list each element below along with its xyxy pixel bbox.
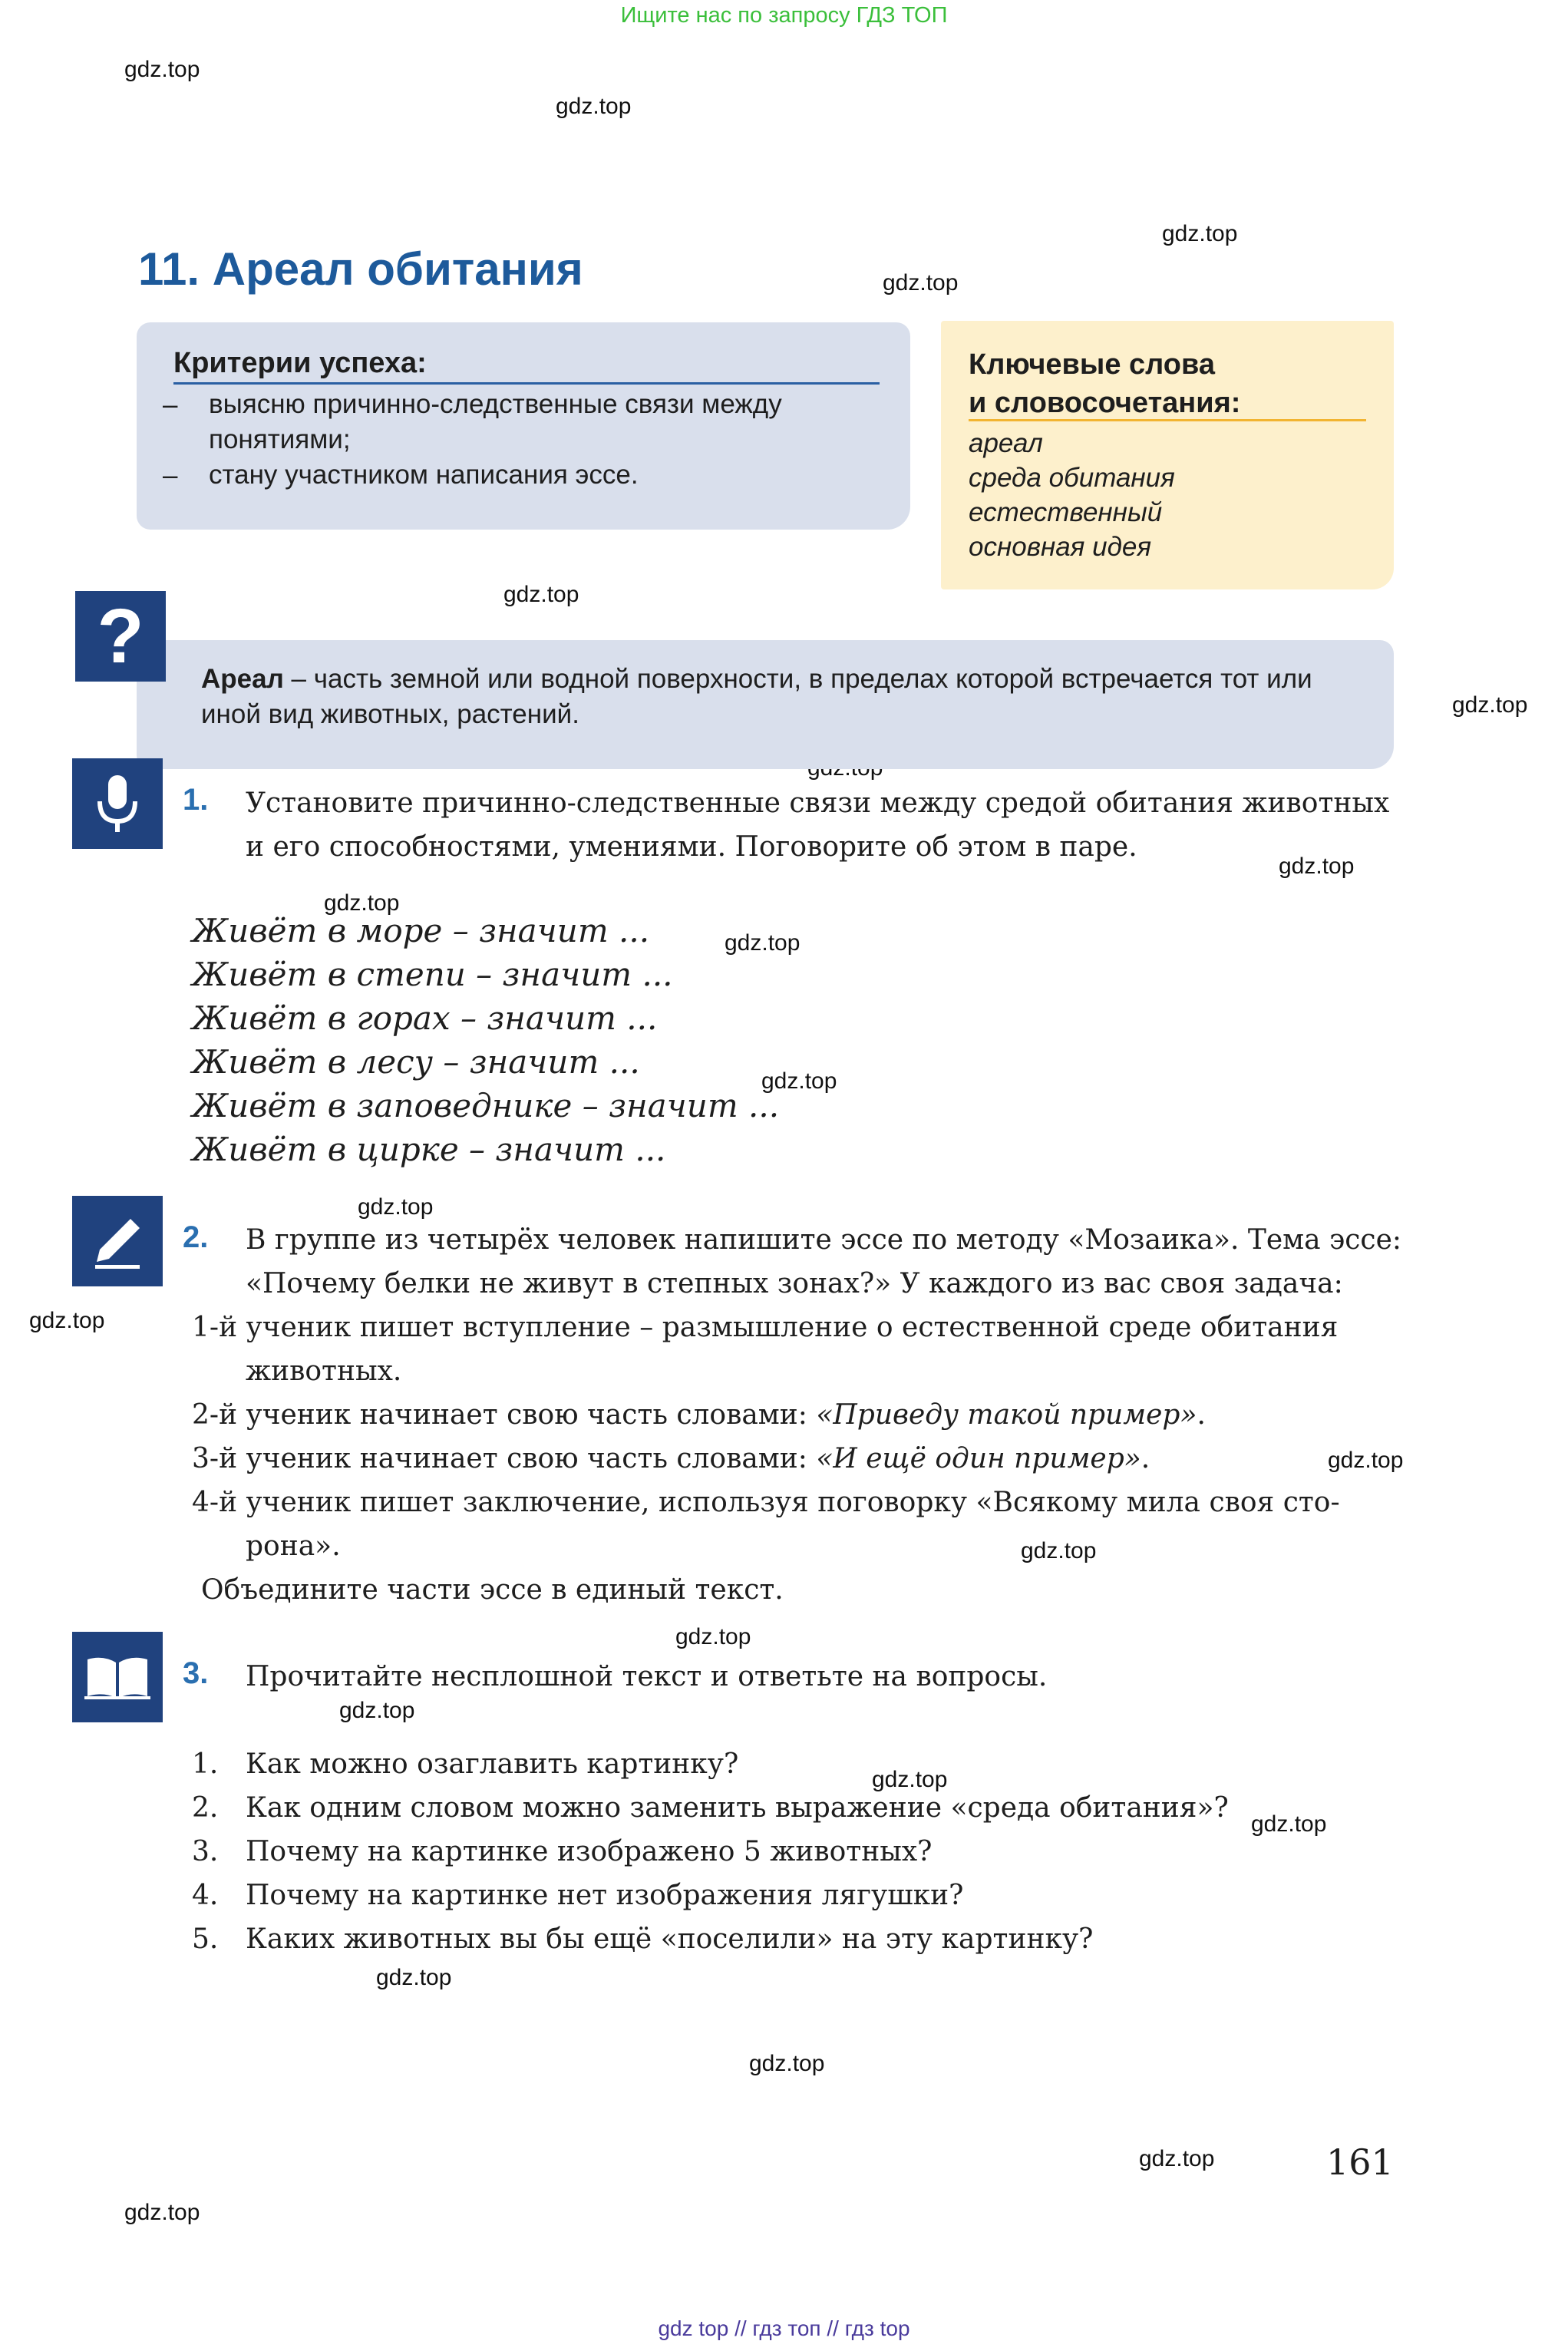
student-task: 1-й ученик пишет вступление – размышление о естественной среде обитания	[192, 1312, 1339, 1343]
question-icon	[75, 591, 166, 682]
criteria-item: понятиями;	[209, 424, 351, 454]
watermark: gdz.top	[556, 94, 632, 119]
keywords-heading-line: Ключевые слова	[969, 348, 1216, 381]
task-number: 3.	[183, 1656, 209, 1690]
student-task-end: .	[1141, 1443, 1150, 1474]
task-number: 2.	[183, 1220, 209, 1254]
watermark: gdz.top	[1139, 2146, 1215, 2171]
keywords-divider	[969, 419, 1366, 421]
watermark: gdz.top	[29, 1308, 105, 1333]
watermark: gdz.top	[883, 270, 959, 296]
phrase-line: Живёт в море – значит ...	[192, 912, 650, 949]
watermark: gdz.top	[1279, 854, 1355, 879]
question-number: 1.	[192, 1748, 219, 1780]
criteria-dash: –	[163, 390, 178, 420]
question-text: Почему на картинке изображено 5 животных?	[246, 1836, 933, 1867]
watermark: gdz.top	[124, 2200, 200, 2225]
question-number: 5.	[192, 1923, 219, 1955]
top-banner[interactable]: Ищите нас по запросу ГДЗ ТОП	[620, 3, 948, 28]
criteria-divider	[173, 382, 880, 385]
task-text: В группе из четырёх человек напишите эссе по методу «Мозаика». Тема эссе:	[246, 1224, 1402, 1256]
pencil-icon	[72, 1196, 163, 1286]
watermark: gdz.top	[1021, 1538, 1097, 1563]
question-number: 3.	[192, 1836, 219, 1867]
keywords-heading	[969, 345, 1240, 422]
watermark: gdz.top	[358, 1194, 434, 1220]
watermark: gdz.top	[1251, 1811, 1327, 1837]
page-number: 161	[1326, 2141, 1394, 2183]
keywords-heading-line: и словосочетания:	[969, 387, 1241, 419]
question-mark-glyph: ?	[97, 593, 144, 679]
keyword-item: ареал	[969, 428, 1043, 458]
phrase-line: Живёт в степи – значит ...	[192, 956, 673, 993]
question-number: 2.	[192, 1792, 219, 1824]
task-text: Установите причинно-следственные связи между средой обитания животных	[246, 787, 1390, 819]
keyword-item: основная идея	[969, 532, 1152, 562]
student-task-quote: «И ещё один пример»	[816, 1443, 1141, 1474]
bottom-links[interactable]: gdz top // гдз топ // гдз top	[658, 2316, 910, 2340]
criteria-item: выясню причинно-следственные связи между	[209, 389, 782, 419]
phrase-line: Живёт в лесу – значит ...	[192, 1043, 640, 1081]
watermark: gdz.top	[376, 1965, 452, 1990]
student-task	[192, 1393, 1206, 1437]
question-text: Каких животных вы бы ещё «поселили» на эту картинку?	[246, 1923, 1094, 1955]
microphone-icon	[72, 758, 163, 849]
watermark: gdz.top	[339, 1698, 415, 1723]
watermark: gdz.top	[1328, 1448, 1404, 1473]
watermark: gdz.top	[749, 2051, 825, 2076]
definition-body: – часть земной или водной поверхности, в пределах которой встречается тот или иной вид животных, растений.	[201, 664, 1312, 729]
student-task: 4-й ученик пишет заключение, используя поговорку «Всякому мила своя сто-	[192, 1487, 1340, 1518]
criteria-heading: Критерии успеха:	[173, 347, 427, 379]
definition-term: Ареал	[201, 664, 284, 694]
question-text: Как можно озаглавить картинку?	[246, 1748, 739, 1780]
watermark: gdz.top	[124, 57, 200, 82]
student-task-end: .	[1197, 1399, 1206, 1431]
task-text: Прочитайте несплошной текст и ответьте на вопросы.	[246, 1661, 1048, 1692]
page-title: 11. Ареал обитания	[138, 243, 583, 295]
phrase-line: Живёт в горах – значит ...	[192, 999, 658, 1037]
keyword-item: естественный	[969, 497, 1163, 527]
watermark: gdz.top	[872, 1767, 948, 1792]
task-text: и его способностями, умениями. Поговорите об этом в паре.	[246, 831, 1137, 863]
criteria-dash: –	[163, 461, 178, 490]
question-number: 4.	[192, 1880, 219, 1911]
watermark: gdz.top	[324, 890, 400, 916]
task-final-instruction: Объедините части эссе в единый текст.	[201, 1574, 784, 1606]
phrase-line: Живёт в цирке – значит ...	[192, 1131, 666, 1168]
question-text: Как одним словом можно заменить выражение «среда обитания»?	[246, 1792, 1229, 1824]
phrase-line: Живёт в заповеднике – значит ...	[192, 1087, 780, 1124]
student-task: животных.	[246, 1355, 402, 1387]
student-task-text: 3-й ученик начинает свою часть словами:	[192, 1443, 817, 1474]
watermark: gdz.top	[675, 1624, 751, 1649]
question-text: Почему на картинке нет изображения лягушки?	[246, 1880, 964, 1911]
student-task: рона».	[246, 1530, 341, 1562]
student-task	[192, 1437, 1150, 1481]
watermark: gdz.top	[1452, 692, 1528, 718]
keyword-item: среда обитания	[969, 463, 1175, 493]
student-task-quote: «Приведу такой пример»	[816, 1399, 1197, 1431]
criteria-item: стану участником написания эссе.	[209, 460, 639, 490]
watermark: gdz.top	[503, 582, 579, 607]
task-text: «Почему белки не живут в степных зонах?» У каждого из вас своя задача:	[246, 1268, 1343, 1299]
definition-text	[201, 662, 1375, 732]
watermark: gdz.top	[761, 1068, 837, 1094]
task-number: 1.	[183, 783, 209, 817]
student-task-text: 2-й ученик начинает свою часть словами:	[192, 1399, 817, 1431]
book-icon	[72, 1632, 163, 1722]
watermark: gdz.top	[1162, 221, 1238, 246]
watermark: gdz.top	[725, 930, 801, 956]
